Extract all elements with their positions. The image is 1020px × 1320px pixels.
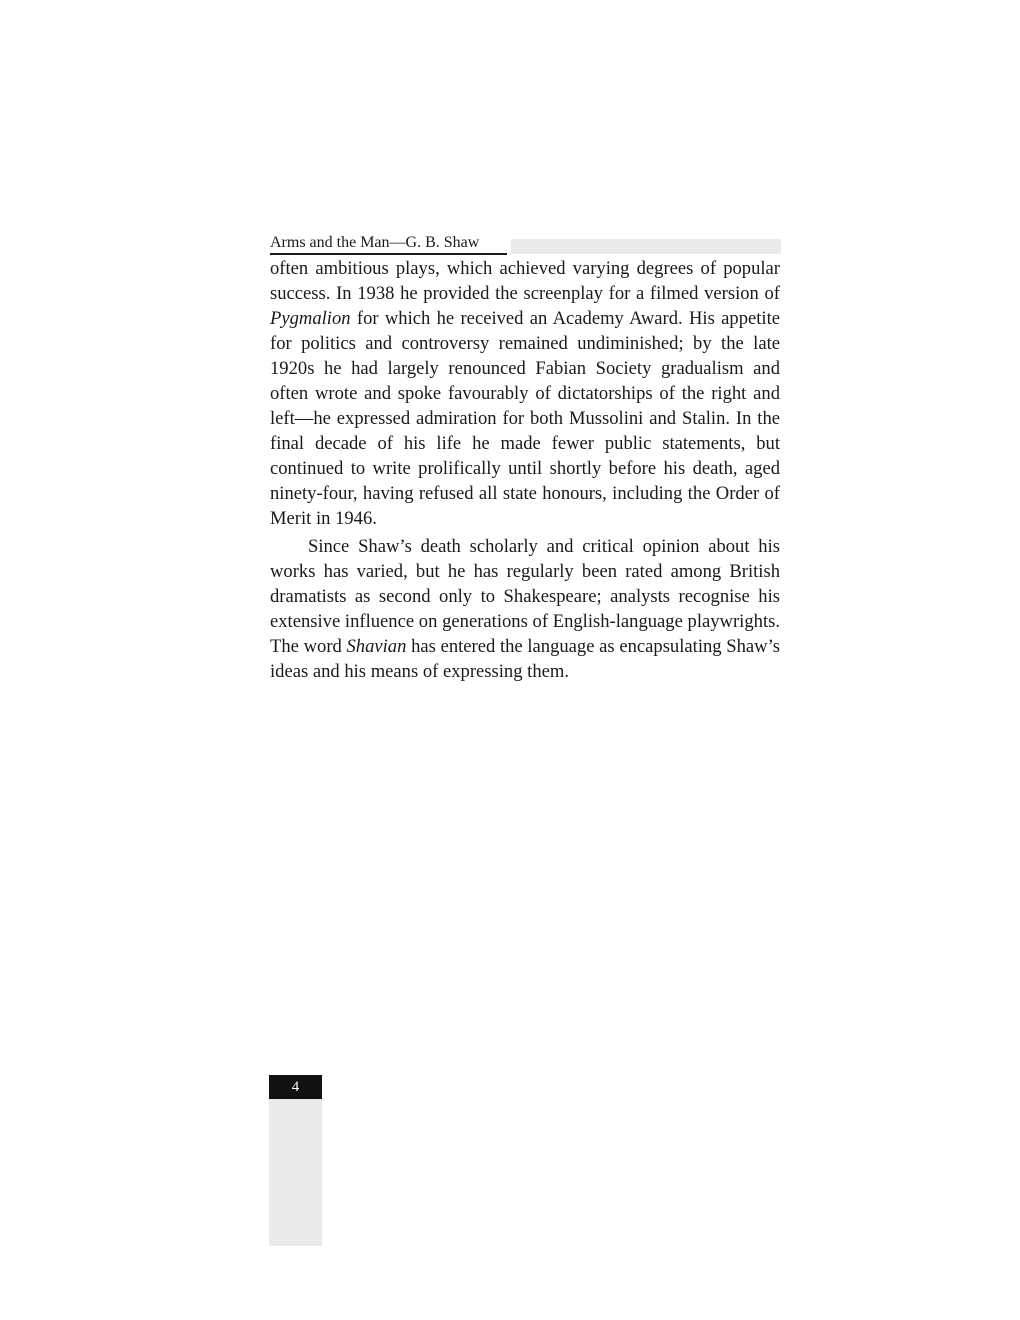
body-text <box>270 256 780 684</box>
running-header <box>270 234 781 254</box>
paragraph-1 <box>270 256 780 531</box>
page-number: 4 <box>269 1075 322 1099</box>
paragraph-2-part-1: Since Shaw’s death scholarly and critical opinion about his works has varied, but he has regularly been rated among British dramatists as second only to Shakespeare; analysts recognise his extensive influence on generations of English-language playwrights. The word <box>270 536 780 657</box>
paragraph-1-italic-title: Pygmalion <box>270 308 351 329</box>
running-title: Arms and the Man—G. B. Shaw <box>270 234 480 251</box>
paragraph-1-part-1: often ambitious plays, which achieved varying degrees of popular success. In 1938 he provided the screenplay for a filmed version of <box>270 258 780 304</box>
header-underline <box>270 253 507 255</box>
header-gray-band <box>511 239 781 254</box>
paragraph-2-part-2: has entered the language as encapsulating Shaw’s ideas and his means of expressing them. <box>270 636 780 682</box>
paragraph-2-italic-word: Shavian <box>346 636 407 657</box>
paragraph-1-part-2: for which he received an Academy Award. His appetite for politics and controversy remained undiminished; by the late 1920s he had largely renounced Fabian Society gradualism and often wrote and spoke favourably of dictatorships of the right and left—he expressed admiration for both Mussolini and Stalin. In the final decade of his life he made fewer public statements, but continued to write prolifically until shortly before his death, aged ninety-four, having refused all state honours, including the Order of Merit in 1946. <box>270 308 780 529</box>
paragraph-2 <box>270 534 780 684</box>
page-number-tab <box>269 1075 322 1246</box>
